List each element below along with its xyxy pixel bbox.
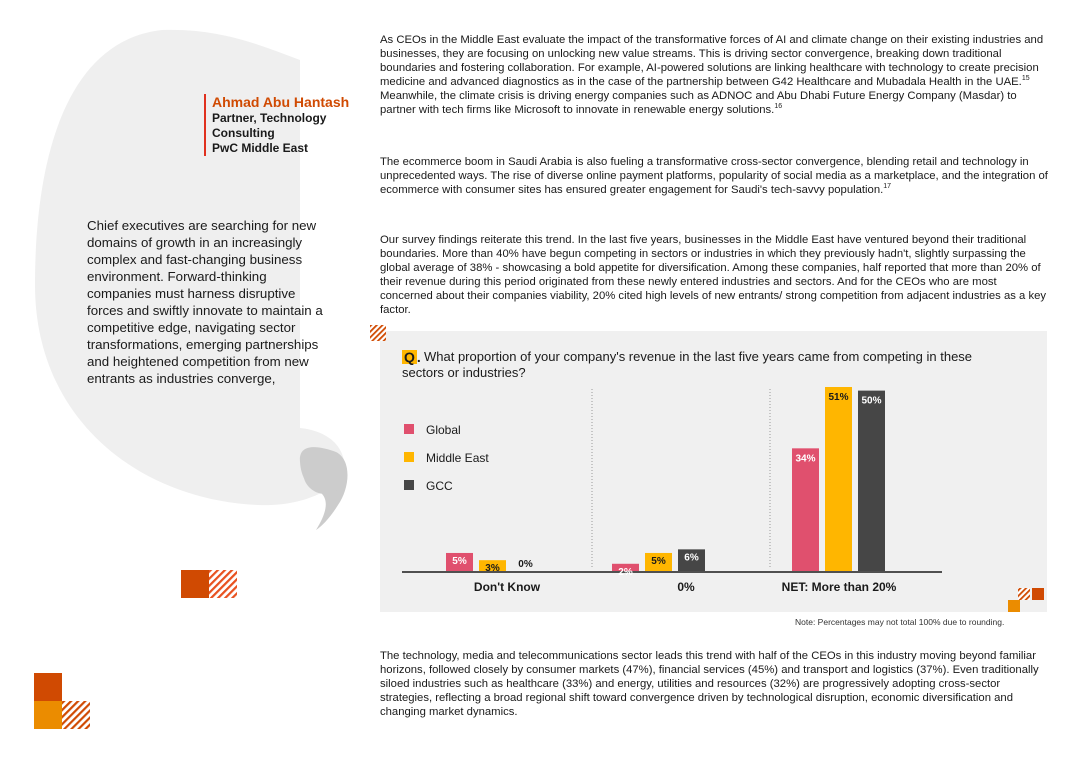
- data-label-middle-east-0: 3%: [485, 563, 500, 575]
- question-marker: Q .: [404, 349, 421, 365]
- author-title-2: Consulting: [212, 126, 275, 140]
- data-label-gcc-0: 0%: [518, 559, 533, 570]
- bar-chart: [380, 331, 1047, 612]
- legend-swatch-middle-east: [404, 452, 414, 462]
- body-paragraph-2: The ecommerce boom in Saudi Arabia is also fueling a transformative cross-sector convergence, blending retail and technology in unprecedented ways. The rise of diverse online payment platforms, popularity of social media as a marketplace, and the integration of ecommerce with consumer sites has ensured greater engagement for Saudi's tech-savvy population.$^{17}$: [380, 156, 1048, 196]
- chart-note: Note: Percentages may not total 100% due to rounding.: [795, 617, 1005, 627]
- bar-middle-east-2: [825, 387, 852, 571]
- author-block: [204, 94, 382, 156]
- decor-blocks-bottom-left: [34, 673, 94, 729]
- author-title-1: Partner, Technology: [212, 111, 327, 125]
- author-name: Ahmad Abu Hantash: [212, 94, 350, 110]
- legend-label-gcc: GCC: [426, 479, 453, 493]
- question-text: What proportion of your company's revenue in the last five years came from competing in these sectors or industries?: [402, 349, 973, 380]
- data-label-global-1: 2%: [618, 566, 633, 578]
- legend-label-middle-east: Middle East: [426, 451, 489, 465]
- x-labels-group: [474, 580, 897, 594]
- x-label-1: 0%: [677, 580, 695, 594]
- pull-quote: Chief executives are searching for new domains of growth in an increasingly complex and fast-changing business environment. Forward-thinking companies must harness disruptive forces and swiftly innovate to maintain a competitive edge, navigating sector transformations, emerging partnerships and heightened competition from new entrants as industries converge,: [87, 218, 323, 386]
- chart-corner-blocks: [1008, 588, 1048, 614]
- body-paragraph-4: The technology, media and telecommunications sector leads this trend with half of the CEOs in this industry moving beyond familiar horizons, followed closely by consumer markets (47%), financial services (45%) and transport and logistics (37%). Even traditionally siloed industries such as healthcare (33%) and energy, utilities and resources (32%) are progressively adopting cross-sector strategies, reflecting a broad regional shift toward convergence driven by technological disruption, economic diversification and changing market dynamics.: [380, 650, 1039, 718]
- bar-global-2: [792, 448, 819, 571]
- author-org: PwC Middle East: [212, 141, 309, 155]
- data-label-gcc-2: 50%: [861, 395, 882, 407]
- legend-label-global: Global: [426, 423, 461, 437]
- body-paragraph-1: As CEOs in the Middle East evaluate the impact of the transformative forces of AI and climate change on their existing industries and businesses, they are focusing on unlocking new value streams. This is driving sector convergence, breaking down traditional boundaries and fostering collaboration. For example, AI-powered solutions are linking healthcare with technology to create precision medicine and advanced diagnostics as in the case of the partnership between G42 Healthcare and Mubadala Health in the UAE.$^{15}$ Meanwhile, the climate crisis is driving energy companies such as ADNOC and Abu Dhabi Future Energy Company (Masdar) to partner with tech firms like Microsoft to innovate in renewable energy solutions.$^{16}$: [380, 34, 1044, 116]
- body-paragraph-3: Our survey findings reiterate this trend. In the last five years, businesses in the Middle East have ventured beyond their traditional boundaries. More than 40% have begun competing in sectors or industries in which they previously hadn't, slightly surpassing the global average of 38% - showcasing a bold appetite for diversification. Among these companies, half reported that more than 20% of their revenue during this period originated from these newly entered industries and sectors. And for the CEOs who are most concerned about their companies viability, 20% cited high levels of new entrants/ strong competition from adjacent industries as a key factor.: [380, 234, 1047, 316]
- legend-swatch-global: [404, 424, 414, 434]
- data-label-middle-east-2: 51%: [828, 392, 849, 403]
- bar-gcc-2: [858, 391, 885, 571]
- data-label-global-0: 5%: [452, 555, 467, 567]
- data-label-global-2: 34%: [795, 453, 816, 465]
- data-label-middle-east-1: 5%: [651, 555, 666, 567]
- legend-group: [404, 423, 489, 493]
- x-label-0: Don't Know: [473, 580, 541, 594]
- legend-swatch-gcc: [404, 480, 414, 490]
- data-label-gcc-1: 6%: [684, 552, 699, 564]
- chart-panel: [380, 331, 1047, 612]
- bars-group: [446, 387, 885, 578]
- quote-comma-dot: [303, 450, 347, 494]
- x-label-2: NET: More than 20%: [781, 580, 897, 594]
- decor-blocks-middle: [181, 570, 239, 598]
